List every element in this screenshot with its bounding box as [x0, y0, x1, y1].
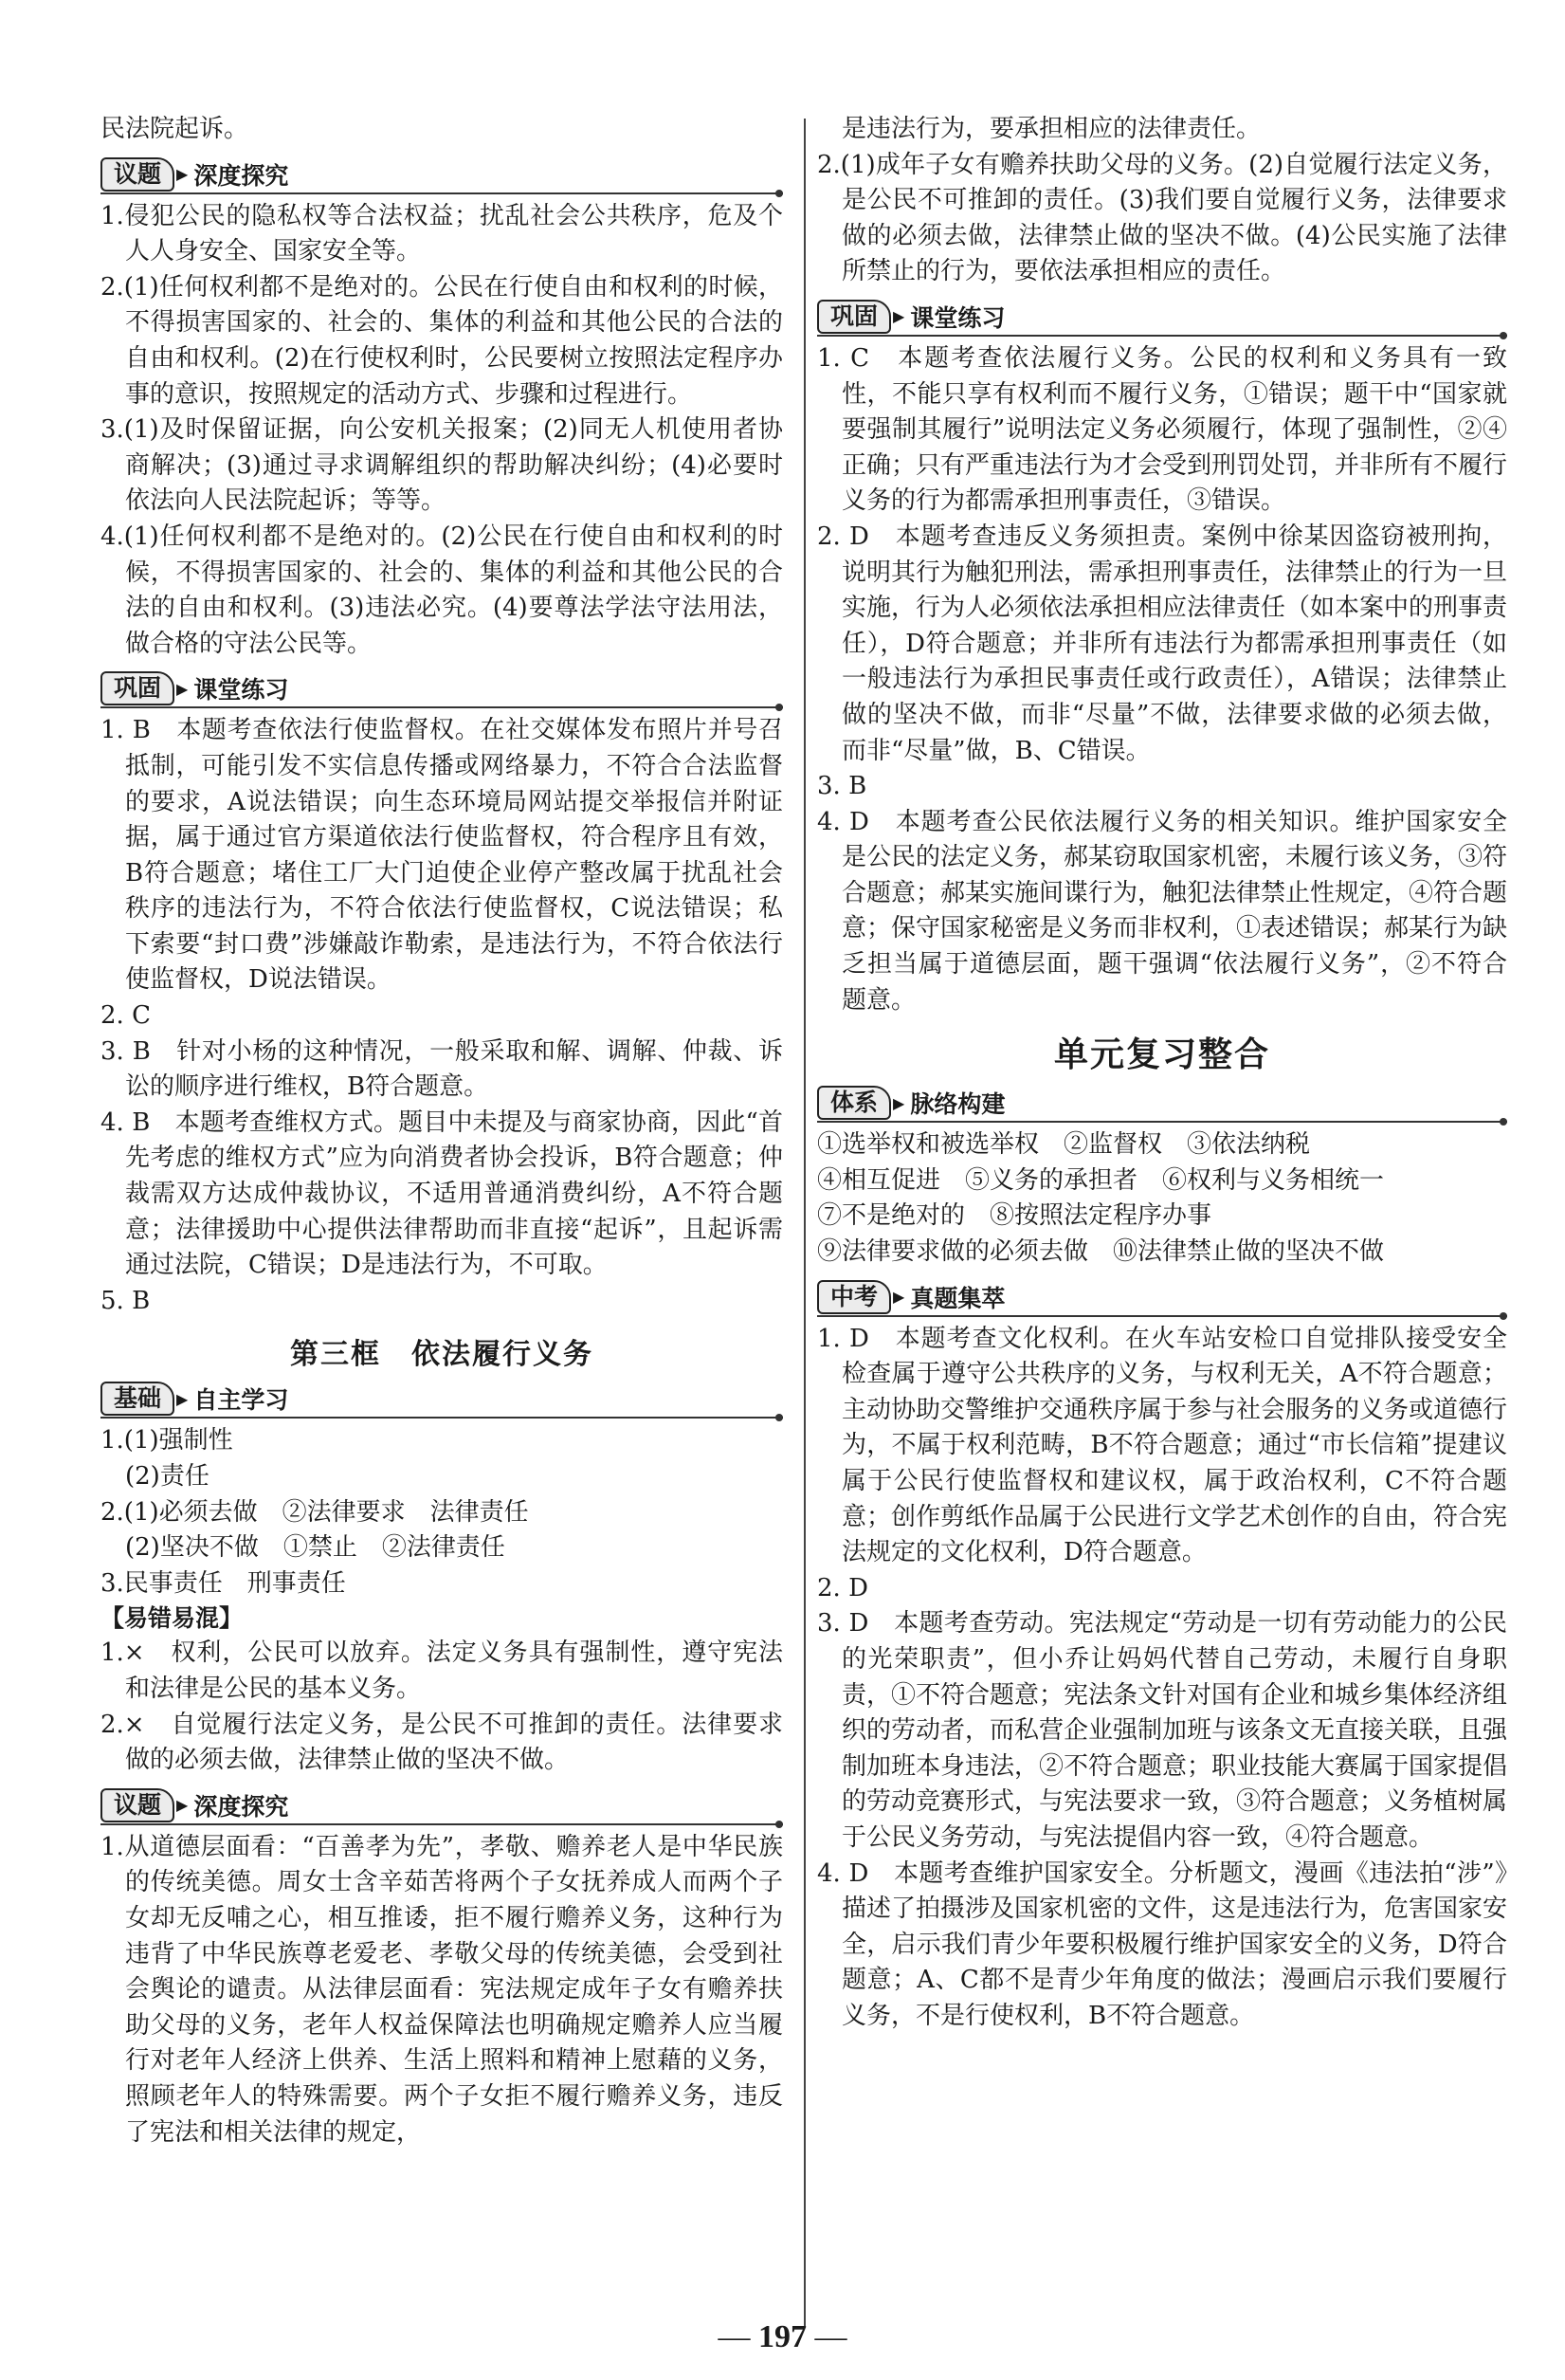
section-title: 深度探究: [193, 161, 289, 190]
section-rule: [100, 192, 783, 194]
page-number: — 197 —: [718, 2319, 847, 2354]
section-title: 脉络构建: [910, 1090, 1006, 1119]
arrow-icon: ▶: [893, 1093, 905, 1112]
answer-item: 1. D 本题考查文化权利。在火车站安检口自觉排队接受安全检查属于遵守公共秩序的义务，与权利无关，A不符合题意；主动协助交警维护交通秩序属于参与社会服务的义务或道德行为，不属于权利范畴，B不符合题意；通过“市长信箱”提建议属于公民行使监督权和建议权，属于政治权利，C不符合题意；创作剪纸作品属于公民进行文学艺术创作的自由，符合宪法规定的文化权利，D符合题意。: [817, 1324, 1508, 1567]
section-header-system: [817, 1086, 1507, 1120]
continuation-line: 民法院起诉。: [100, 115, 249, 143]
section-header-exam: [817, 1280, 1507, 1314]
section-badge: 中考: [817, 1280, 891, 1314]
arrow-icon: ▶: [893, 1288, 905, 1307]
answer-item: 4.(1)任何权利都不是绝对的。(2)公民在行使自由和权利的时候，不得损害国家的、社会的、集体的利益和其他公民的合法的自由和权利。(3)违法必究。(4)要尊法学法守法用法，做合格的守法公民等。: [100, 522, 783, 658]
left-column: [100, 112, 783, 2151]
answer-item: 4. B 本题考查维权方式。题目中未提及与商家协商，因此“首先考虑的维权方式”应为向消费者协会投诉，B符合题意；仲裁需双方达成仲裁协议，不适用普通消费纠纷，A不符合题意；法律援助中心提供法律帮助而非直接“起诉”，且起诉需通过法院，C错误；D是违法行为，不可取。: [100, 1108, 783, 1280]
section-rule: [817, 1315, 1507, 1317]
section-badge: 体系: [817, 1086, 891, 1120]
answer-item: 4. D 本题考查公民依法履行义务的相关知识。维护国家安全是公民的法定义务，郝某窃取国家机密，未履行该义务，③符合题意；郝某实施间谍行为，触犯法律禁止性规定，④符合题意；保守国家秘密是义务而非权利，①表述错误；郝某行为缺乏担当属于道德层面，题干强调“依法履行义务”，②不符合题意。: [817, 807, 1508, 1015]
answer-item: 1.从道德层面看：“百善孝为先”，孝敬、赡养老人是中华民族的传统美德。周女士含辛茹苦将两个子女抚养成人而两个子女却无反哺之心，相互推诿，拒不履行赡养义务，这种行为违背了中华民族尊老爱老、孝敬父母的传统美德，会受到社会舆论的谴责。从法律层面看：宪法规定成年子女有赡养扶助父母的义务，老年人权益保障法也明确规定赡养人应当履行对老年人经济上供养、生活上照料和精神上慰藉的义务，照顾老年人的特殊需要。两个子女拒不履行赡养义务，违反了宪法和相关法律的规定，: [100, 1832, 783, 2147]
answer-item: ①选举权和被选举权 ②监督权 ③依法纳税: [817, 1130, 1311, 1160]
answer-item: 3.民事责任 刑事责任: [100, 1568, 346, 1598]
section-rule: [817, 1121, 1507, 1123]
section-title: 自主学习: [193, 1386, 289, 1415]
answer-item: 1.(1)强制性: [100, 1426, 233, 1455]
answer-item: 2. C: [100, 1001, 151, 1031]
answer-item: 2. D 本题考查违反义务须担责。案例中徐某因盗窃被刑拘，说明其行为触犯刑法，需承担刑事责任，法律禁止的行为一旦实施，行为人必须依法承担相应法律责任（如本案中的刑事责任），D符合题意；并非所有违法行为都需承担刑事责任（如一般违法行为承担民事责任或行政责任），A错误；法律禁止做的坚决不做，而非“尽量”不做，法律要求做的必须去做，而非“尽量”做，B、C错误。: [817, 522, 1508, 765]
right-column: [817, 112, 1507, 2035]
page-number-value: 197: [758, 2319, 807, 2354]
arrow-icon: ▶: [176, 1389, 189, 1408]
answer-item: 3. B 针对小杨的这种情况，一般采取和解、调解、仲裁、诉讼的顺序进行维权，B符合题意。: [100, 1036, 783, 1102]
arrow-icon: ▶: [893, 307, 905, 326]
unit-review-title: 单元复习整合: [1053, 1035, 1270, 1075]
section-title: 课堂练习: [910, 303, 1006, 332]
frame-title: 第三框 依法履行义务: [290, 1338, 593, 1372]
section-header-debate: [100, 1788, 783, 1822]
section-rule: [100, 1417, 783, 1419]
section-header-practice: [100, 671, 783, 705]
answer-item: 2.× 自觉履行法定义务，是公民不可推卸的责任。法律要求做的必须去做，法律禁止做的坚决不做。: [100, 1710, 783, 1775]
section-title: 课堂练习: [193, 676, 289, 705]
answer-item: 3.(1)及时保留证据，向公安机关报案；(2)同无人机使用者协商解决；(3)通过寻求调解组织的帮助解决纠纷；(4)必要时依法向人民法院起诉；等等。: [100, 415, 783, 516]
section-title: 真题集萃: [910, 1284, 1006, 1312]
arrow-icon: ▶: [176, 679, 189, 698]
section-badge: 议题: [100, 157, 174, 192]
section-badge: 议题: [100, 1788, 174, 1822]
arrow-icon: ▶: [176, 1796, 189, 1815]
continuation-line: 是违法行为，要承担相应的法律责任。: [842, 115, 1262, 143]
answer-item: 2.(1)任何权利都不是绝对的。公民在行使自由和权利的时候，不得损害国家的、社会的、集体的利益和其他公民的合法的自由和权利。(2)在行使权利时，公民要树立按照法定程序办事的意识，按照规定的活动方式、步骤和过程进行。: [100, 272, 783, 409]
answer-item: 1. B 本题考查依法行使监督权。在社交媒体发布照片并号召抵制，可能引发不实信息传播或网络暴力，不符合合法监督的要求，A说法错误；向生态环境局网站提交举报信并附证据，属于通过官方渠道依法行使监督权，符合程序且有效，B符合题意；堵住工厂大门迫使企业停产整改属于扰乱社会秩序的违法行为，不符合依法行使监督权，C说法错误；私下索要“封口费”涉嫌敲诈勒索，是违法行为，不符合依法行使监督权，D说法错误。: [100, 716, 783, 995]
section-badge: 巩固: [817, 300, 891, 334]
section-header-basics: [100, 1382, 783, 1416]
answer-item: 4. D 本题考查维护国家安全。分析题文，漫画《违法拍“涉”》描述了拍摄涉及国家机密的文件，这是违法行为，危害国家安全，启示我们青少年要积极履行维护国家安全的义务，D符合题意；A、C都不是青少年角度的做法；漫画启示我们要履行义务，不是行使权利，B不符合题意。: [817, 1858, 1508, 2030]
section-rule: [100, 1823, 783, 1825]
section-header-debate: [100, 157, 783, 192]
answer-item: 5. B: [100, 1286, 151, 1315]
answer-item: 1.侵犯公民的隐私权等合法权益；扰乱社会公共秩序，危及个人人身安全、国家安全等。: [100, 201, 783, 266]
answer-item: ④相互促进 ⑤义务的承担者 ⑥权利与义务相统一: [817, 1165, 1385, 1195]
section-badge: 巩固: [100, 671, 174, 705]
answer-item: 1.× 权利，公民可以放弃。法定义务具有强制性，遵守宪法和法律是公民的基本义务。: [100, 1639, 783, 1703]
answer-item: ⑨法律要求做的必须去做 ⑩法律禁止做的坚决不做: [817, 1237, 1385, 1267]
answer-item: ⑦不是绝对的 ⑧按照法定程序办事: [817, 1201, 1212, 1231]
answer-item: (2)坚决不做 ①禁止 ②法律责任: [125, 1533, 505, 1563]
arrow-icon: ▶: [176, 165, 189, 184]
answer-item: 1. C 本题考查依法履行义务。公民的权利和义务具有一致性，不能只享有权利而不履行义务，①错误；题干中“国家就要强制其履行”说明法定义务必须履行，体现了强制性，②④正确；只有严重违法行为才会受到刑罚处罚，并非所有不履行义务的行为都需承担刑事责任，③错误。: [817, 343, 1508, 516]
answer-item: 2. D: [817, 1573, 868, 1602]
answer-item: (2)责任: [125, 1462, 209, 1491]
section-rule: [100, 706, 783, 708]
column-divider: [804, 119, 806, 2328]
section-rule: [817, 335, 1507, 337]
section-badge: 基础: [100, 1382, 174, 1416]
section-title: 深度探究: [193, 1792, 289, 1821]
section-header-practice: [817, 300, 1507, 334]
answer-item: 3. B: [817, 772, 867, 801]
answer-item: 3. D 本题考查劳动。宪法规定“劳动是一切有劳动能力的公民的光荣职责”，但小乔让妈妈代替自己劳动，未履行自身职责，①不符合题意；宪法条文针对国有企业和城乡集体经济组织的劳动者，而私营企业强制加班与该条文无直接关联，且强制加班本身违法，②不符合题意；职业技能大赛属于国家提倡的劳动竞赛形式，与宪法要求一致，③符合题意；义务植树属于公民义务劳动，与宪法提倡内容一致，④符合题意。: [817, 1609, 1508, 1852]
answer-item: 2.(1)必须去做 ②法律要求 法律责任: [100, 1497, 529, 1527]
answer-item: 2.(1)成年子女有赡养扶助父母的义务。(2)自觉履行法定义务，是公民不可推卸的责任。(3)我们要自觉履行义务，法律要求做的必须去做，法律禁止做的坚决不做。(4)公民实施了法律所禁止的行为，要依法承担相应的责任。: [817, 150, 1507, 286]
mistake-label: 【易错易混】: [100, 1604, 244, 1633]
